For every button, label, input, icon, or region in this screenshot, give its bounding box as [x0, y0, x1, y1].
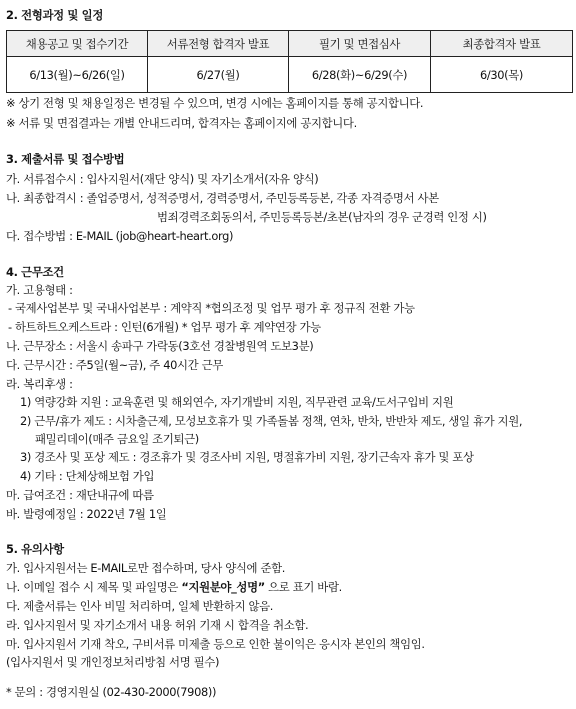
schedule-table — [6, 30, 573, 93]
schedule-note: ※ 서류 및 면접결과는 개별 안내드리며, 합격자는 홈페이지에 공지합니다. — [6, 116, 357, 130]
notice-line: 라. 입사지원서 및 자기소개서 내용 허위 기재 시 합격을 취소함. — [6, 618, 309, 632]
condition-line: 다. 근무시간 : 주5일(월~금), 주 40시간 근무 — [6, 358, 223, 372]
condition-line: - 하트하트오케스트라 : 인턴(6개월) * 업무 평가 후 계약연장 가능 — [8, 320, 321, 334]
document-line: 다. 접수방법 : E-MAIL (job@heart-heart.org) — [6, 229, 234, 243]
document-line: 가. 서류접수시 : 입사지원서(재단 양식) 및 자기소개서(자유 양식) — [6, 172, 319, 186]
schedule-header-cell: 필기 및 면접심사 — [289, 31, 431, 57]
section-4-title: 4. 근무조건 — [6, 265, 64, 279]
condition-line: 패밀리데이(매주 금요일 조기퇴근) — [35, 432, 199, 446]
schedule-date-cell: 6/27(월) — [148, 57, 289, 93]
schedule-date-cell: 6/13(월)~6/26(일) — [7, 57, 148, 93]
schedule-note: ※ 상기 전형 및 채용일정은 변경될 수 있으며, 변경 시에는 홈페이지를 통해 공지합니다. — [6, 96, 424, 110]
notice-line — [6, 579, 342, 595]
notice-line: 다. 제출서류는 인사 비밀 처리하며, 일체 반환하지 않음. — [6, 599, 274, 613]
schedule-date-cell: 6/30(목) — [431, 57, 573, 93]
contact-info: * 문의 : 경영지원실 (02-430-2000(7908)) — [6, 685, 217, 699]
condition-line: 나. 근무장소 : 서울시 송파구 가락동(3호선 경찰병원역 도보3분) — [6, 339, 314, 353]
notice-line: 마. 입사지원서 기재 착오, 구비서류 미제출 등으로 인한 불이익은 응시자 본인의 책임임. — [6, 637, 425, 651]
notice-emphasis: “지원분야_성명” — [181, 580, 265, 594]
document-line: 나. 최종합격시 : 졸업증명서, 성적증명서, 경력증명서, 주민등록등본, 각종 자격증명서 사본 — [6, 191, 439, 205]
section-5-title: 5. 유의사항 — [6, 542, 64, 556]
schedule-header-cell: 채용공고 및 접수기간 — [7, 31, 148, 57]
condition-line: 2) 근무/휴가 제도 : 시차출근제, 모성보호휴가 및 가족돌봄 정책, 연차, 반차, 반반차 제도, 생일 휴가 지원, — [20, 414, 523, 428]
condition-line: 마. 급여조건 : 재단내규에 따름 — [6, 488, 154, 502]
schedule-date-row — [7, 57, 573, 93]
condition-line: 바. 발령예정일 : 2022년 7월 1일 — [6, 507, 167, 521]
document-line: 범죄경력조회동의서, 주민등록등본/초본(남자의 경우 군경력 인정 시) — [157, 210, 487, 224]
condition-line: 3) 경조사 및 포상 제도 : 경조휴가 및 경조사비 지원, 명절휴가비 지원, 장기근속자 휴가 및 포상 — [20, 450, 474, 464]
notice-text: 으로 표기 바람. — [264, 580, 342, 594]
schedule-header-row — [7, 31, 573, 57]
notice-line: (입사지원서 및 개인정보처리방침 서명 필수) — [6, 655, 220, 669]
condition-line: - 국제사업본부 및 국내사업본부 : 계약직 *협의조정 및 업무 평가 후 정규직 전환 가능 — [8, 301, 415, 315]
notice-text: 나. 이메일 접수 시 제목 및 파일명은 — [6, 580, 182, 594]
notice-line: 가. 입사지원서는 E-MAIL로만 접수하며, 당사 양식에 준함. — [6, 561, 286, 575]
schedule-header-cell: 서류전형 합격자 발표 — [148, 31, 289, 57]
condition-line: 4) 기타 : 단체상해보험 가입 — [20, 469, 155, 483]
condition-line: 가. 고용형태 : — [6, 283, 73, 297]
schedule-header-cell: 최종합격자 발표 — [431, 31, 573, 57]
schedule-date-cell: 6/28(화)~6/29(수) — [289, 57, 431, 93]
section-2-title: 2. 전형과정 및 일정 — [6, 8, 103, 22]
condition-line: 1) 역량강화 지원 : 교육훈련 및 해외연수, 자기개발비 지원, 직무관련 교육/도서구입비 지원 — [20, 395, 454, 409]
condition-line: 라. 복리후생 : — [6, 377, 73, 391]
section-3-title: 3. 제출서류 및 접수방법 — [6, 152, 125, 166]
